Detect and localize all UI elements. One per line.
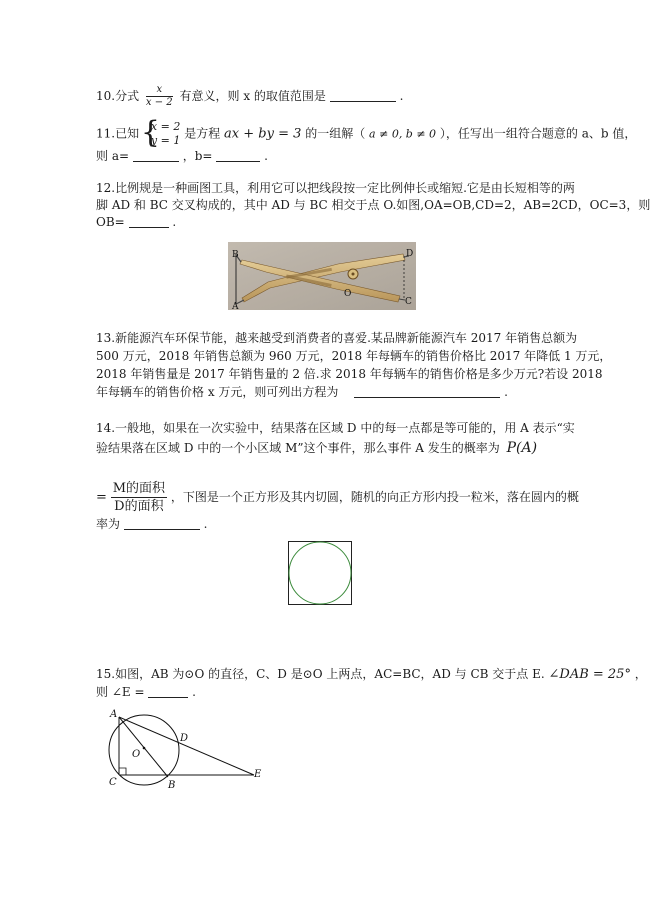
q11-system — [143, 120, 180, 148]
proportional-compass-photo — [228, 242, 416, 310]
photo-label-c: C — [405, 297, 412, 307]
q11-sys-line1: { x = 2 — [150, 120, 181, 133]
question-11-line2 — [96, 148, 268, 164]
question-15-line1 — [96, 666, 647, 683]
q15-line1-end: ， — [634, 667, 647, 681]
q11-prefix: 11.已知 — [96, 126, 140, 141]
q12-line3-a: OB= — [96, 215, 125, 229]
q15-line1-a: 15.如图，AB 为⊙O 的直径，C、D 是⊙O 上两点，AC=BC，AD 与 CB 交于点 E. — [96, 667, 545, 681]
q11-mid2: 的一组解（ — [305, 126, 366, 141]
q11-line2-b: ，b= — [182, 149, 213, 163]
q10-suffix: 有意义，则 x 的取值范围是 — [179, 89, 326, 103]
photo-label-b: B — [232, 250, 239, 260]
q11-suffix: ），任写出一组符合题意的 a、b 值， — [439, 126, 637, 141]
photo-label-d: D — [406, 249, 414, 259]
q15-line2-end: . — [192, 685, 196, 699]
q12-line3-end: . — [172, 215, 177, 229]
q13-line2: 500 万元，2018 年销售总额为 960 万元，2018 年每辆车的销售价格比 2017 年降低 1 万元， — [96, 349, 612, 363]
q10-prefix: 10.分式 — [96, 89, 140, 103]
q13-line3: 2018 年销售量是 2017 年销售量的 2 倍.求 2018 年每辆车的销售价格是多少万元?若设 2018 — [96, 367, 603, 381]
q14-line3-b: ，下图是一个正方形及其内切圆，随机的向正方形内投一粒米，落在圆内的概 — [170, 490, 579, 504]
q12-line1: 12.比例规是一种画图工具，利用它可以把线段按一定比例伸长或缩短.它是由长短相等的两 — [96, 181, 575, 195]
q10-answer-blank[interactable] — [330, 89, 396, 102]
question-13-line4 — [96, 384, 508, 400]
q13-line4-end: . — [504, 385, 508, 399]
q14-frac-den: D的面积 — [114, 499, 164, 514]
question-12-line3 — [96, 214, 176, 230]
q10-end: . — [399, 89, 404, 103]
q14-line4-end: . — [203, 517, 208, 531]
q11-sys-line2: y = 1 — [150, 134, 181, 147]
q15-line2-a: 则 ∠E = — [96, 685, 145, 699]
q11-line2-end: . — [264, 149, 268, 163]
q14-line4-a: 率为 — [96, 517, 121, 531]
q11-b-blank[interactable] — [216, 149, 260, 162]
geo-label-e: E — [254, 769, 262, 780]
geo-label-b: B — [168, 780, 176, 791]
square-inscribed-circle-figure — [288, 541, 352, 605]
photo-label-a: A — [232, 302, 239, 312]
geo-label-d: D — [180, 733, 189, 744]
q14-answer-blank[interactable] — [124, 517, 200, 530]
q11-line2-a: 则 a= — [96, 149, 130, 163]
question-14-line2 — [96, 440, 537, 456]
q13-answer-blank[interactable] — [354, 385, 500, 398]
q14-line1: 14.一般地，如果在一次实验中，结果落在区域 D 中的每一点都是等可能的，用 A 表示“实 — [96, 421, 575, 435]
question-15-line2 — [96, 684, 196, 700]
geo-label-a: A — [110, 709, 118, 720]
question-14-line4 — [96, 516, 208, 532]
q10-fraction — [146, 84, 173, 109]
q14-fraction — [111, 480, 167, 515]
geo-label-c: C — [109, 777, 117, 788]
q15-answer-blank[interactable] — [148, 685, 188, 698]
q10-frac-den: x − 2 — [145, 97, 173, 108]
circle-geometry-figure — [104, 705, 274, 795]
q14-probability: P(A) — [506, 440, 538, 456]
photo-label-o: O — [344, 289, 352, 299]
q11-a-blank[interactable] — [133, 149, 179, 162]
q12-answer-blank[interactable] — [129, 215, 169, 228]
q12-line2: 脚 AD 和 BC 交叉构成的，其中 AD 与 BC 相交于点 O.如图,OA=OB,CD=2，AB=2CD，OC=3，则 — [96, 198, 650, 212]
question-11 — [96, 120, 636, 148]
q11-mid: 是方程 — [184, 126, 221, 141]
q10-frac-num: x — [146, 84, 173, 97]
q15-angle: ∠DAB = 25° — [548, 667, 631, 682]
q14-equals: = — [96, 490, 107, 505]
q13-line1: 13.新能源汽车环保节能，越来越受到消费者的喜爱.某品牌新能源汽车 2017 年销售总额为 — [96, 331, 578, 345]
question-14-line3 — [96, 480, 579, 515]
q11-equation: ax + by = 3 — [224, 126, 302, 142]
geo-label-o: O — [132, 749, 141, 760]
q14-line2-a: 验结果落在区域 D 中的一个小区域 M”这个事件，那么事件 A 发生的概率为 — [96, 441, 500, 455]
question-10 — [96, 84, 403, 109]
q11-condition: a ≠ 0, b ≠ 0 — [369, 127, 437, 141]
q14-frac-num: M的面积 — [112, 481, 166, 496]
q13-line4-a: 年每辆车的销售价格 x 万元，则可列出方程为 — [96, 385, 339, 399]
